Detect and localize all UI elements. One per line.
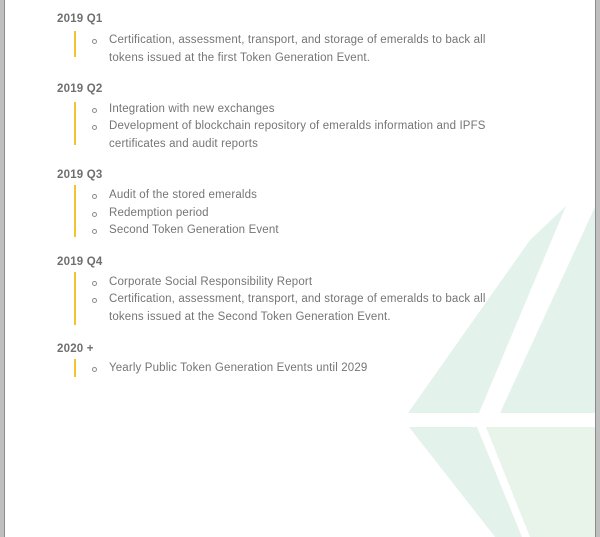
section-title: 2019 Q3 xyxy=(57,169,103,181)
hollow-bullet-icon xyxy=(92,108,97,113)
list-item-text: Certification, assessment, transport, and storage of emeralds to back all tokens issued at the first Token Generation Event. xyxy=(109,34,486,64)
hollow-bullet-icon xyxy=(92,125,97,130)
section-title: 2019 Q1 xyxy=(57,13,103,25)
list-item-text: Second Token Generation Event xyxy=(109,224,279,236)
section-title: 2019 Q4 xyxy=(57,256,103,268)
section-title: 2019 Q2 xyxy=(57,83,103,95)
timeline-bar xyxy=(74,272,76,325)
list-item-text: Integration with new exchanges xyxy=(109,103,275,115)
timeline-bar xyxy=(74,31,76,57)
section-title: 2020 + xyxy=(57,343,94,355)
list-item-text: Development of blockchain repository of emeralds information and IPFS certificates and audit reports xyxy=(109,120,486,150)
timeline-bar xyxy=(74,359,76,377)
hollow-bullet-icon xyxy=(92,194,97,199)
timeline-bar xyxy=(74,185,76,237)
hollow-bullet-icon xyxy=(92,39,97,44)
list-item-text: Redemption period xyxy=(109,207,209,219)
list-item-text: Certification, assessment, transport, and storage of emeralds to back all tokens issued at the Second Token Generation Event. xyxy=(109,293,486,323)
hollow-bullet-icon xyxy=(92,229,97,234)
list-item-text: Yearly Public Token Generation Events until 2029 xyxy=(109,362,368,374)
timeline-bar xyxy=(74,102,76,145)
hollow-bullet-icon xyxy=(92,298,97,303)
list-item-text: Corporate Social Responsibility Report xyxy=(109,276,313,288)
hollow-bullet-icon xyxy=(92,281,97,286)
hollow-bullet-icon xyxy=(92,367,97,372)
list-item-text: Audit of the stored emeralds xyxy=(109,189,258,201)
hollow-bullet-icon xyxy=(92,212,97,217)
